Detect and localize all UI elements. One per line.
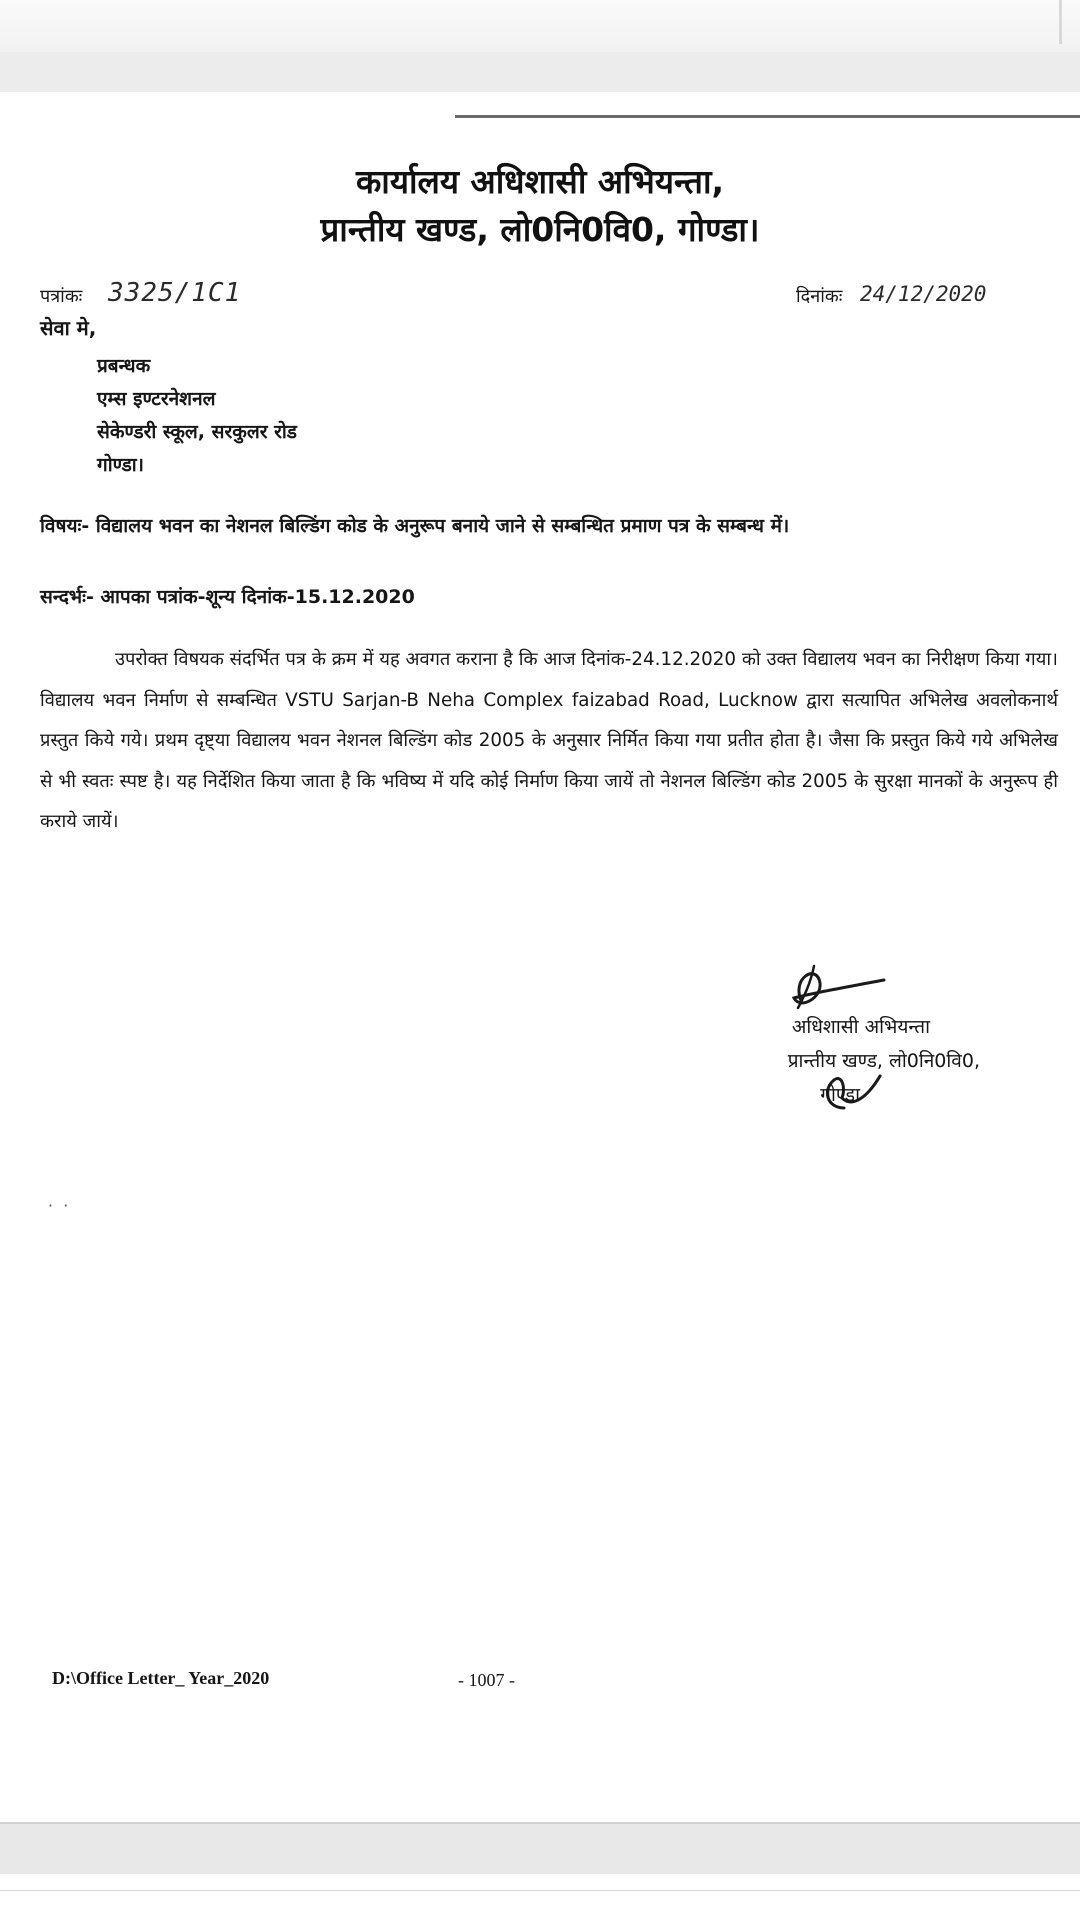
date-handwritten: 24/12/2020 — [860, 282, 987, 306]
addressee-block — [97, 350, 297, 482]
office-header — [0, 158, 1080, 254]
footer-page-number: - 1007 - — [458, 1670, 515, 1690]
reference-line: सन्दर्भः- आपका पत्रांक-शून्य दिनांक-15.12.2020 — [40, 586, 415, 608]
date-label: दिनांकः — [796, 286, 843, 307]
scan-speck: · · — [48, 1196, 69, 1215]
addressee-line: एम्स इण्टरनेशनल — [97, 388, 216, 410]
scan-bottom-rule — [0, 1890, 1080, 1891]
signatory-city: गोण्डा — [820, 1084, 860, 1106]
page-top-rule — [455, 115, 1080, 118]
office-title: कार्यालय अधिशासी अभियन्ता, — [355, 162, 725, 201]
letter-number-handwritten: 3325/1C1 — [108, 278, 242, 308]
footer-file-path: D:\Office Letter_ Year_2020 — [52, 1668, 270, 1688]
subject-line: विषयः- विद्यालय भवन का नेशनल बिल्डिंग कोड के अनुरूप बनाये जाने से सम्बन्धित प्रमाण पत्र के सम्बन्ध में। — [40, 515, 790, 537]
addressee-line: प्रबन्धक — [97, 355, 151, 377]
signatory-division: प्रान्तीय खण्ड, लो0नि0वि0, — [787, 1050, 980, 1072]
scan-top-band — [0, 52, 1080, 92]
scan-top-strip — [0, 0, 1080, 52]
scan-edge-mark — [1059, 0, 1062, 44]
office-division: प्रान्तीय खण्ड, लो0नि0वि0, गोण्डा। — [320, 210, 760, 249]
salutation: सेवा मे, — [40, 316, 97, 340]
scan-bottom-band — [0, 1822, 1080, 1874]
addressee-line: सेकेण्डरी स्कूल, सरकुलर रोड — [97, 421, 297, 443]
body-paragraph: उपरोक्त विषयक संदर्भित पत्र के क्रम में यह अवगत कराना है कि आज दिनांक-24.12.2020 को उक्त विद्यालय भवन का निरीक्षण किया गया। विद्यालय भवन निर्माण से सम्बन्धित VSTU Sarjan-B Neha Complex faizabad Road, Lucknow द्वारा सत्यापित अभिलेख अवलोकनार्थ प्रस्तुत किये गये। प्रथम दृष्ट्या विद्यालय भवन नेशनल बिल्डिंग कोड 2005 के अनुसार निर्मित किया गया प्रतीत होता है। जैसा कि प्रस्तुत किये गये अभिलेख से भी स्वतः स्पष्ट है। यह निर्देशित किया जाता है कि भविष्य में यदि कोई निर्माण किया जायें तो नेशनल बिल्डिंग कोड 2005 के सुरक्षा मानकों के अनुरूप ही कराये जायें। — [40, 649, 1058, 832]
letter-number-label: पत्रांकः — [40, 286, 83, 307]
signature-block — [680, 1010, 980, 1112]
signatory-title: अधिशासी अभियन्ता — [791, 1016, 930, 1038]
addressee-line: गोण्डा। — [97, 454, 144, 476]
